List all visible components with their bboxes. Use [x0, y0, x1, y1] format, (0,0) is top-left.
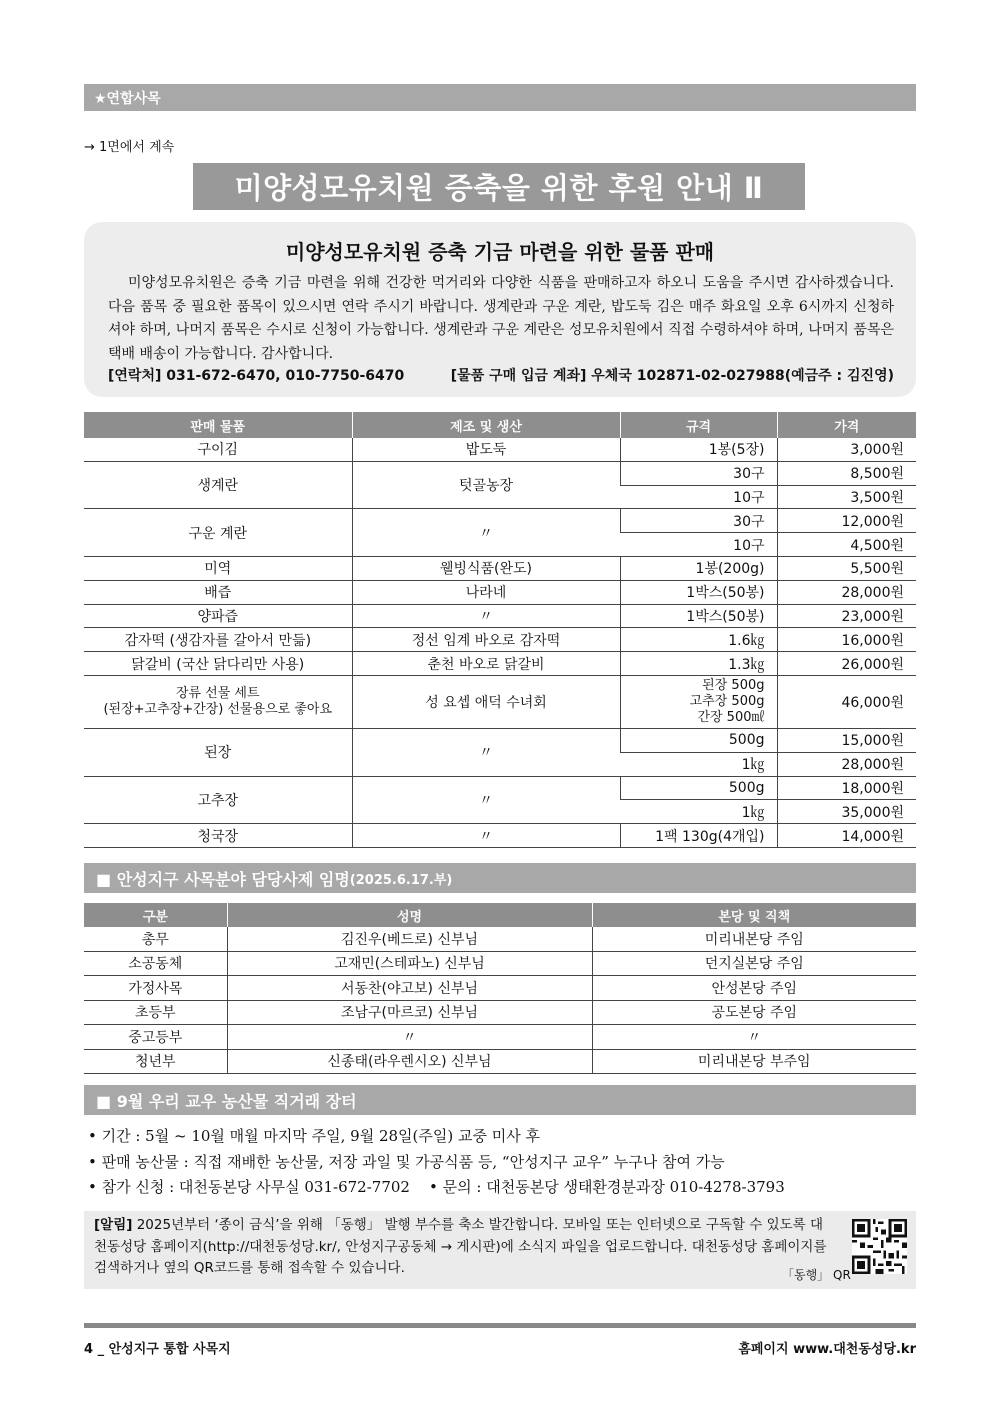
product-spec: 1봉(200g)	[620, 556, 777, 580]
staff-section-title: ■ 안성지구 사목분야 담당사제 임명	[96, 869, 350, 889]
qr-caption: 「동행」 QR	[782, 1268, 851, 1282]
staff-section-date: (2025.6.17.부)	[349, 872, 453, 888]
product-price: 8,500원	[777, 461, 916, 485]
product-spec: 30구	[620, 509, 777, 533]
table-row	[84, 604, 916, 628]
table-row	[84, 1049, 916, 1074]
staff-name: 고재민(스테파노) 신부님	[227, 951, 592, 976]
product-spec	[620, 675, 777, 728]
product-spec: 1팩 130g(4개입)	[620, 824, 777, 848]
header-role: 본당 및 직책	[592, 903, 916, 927]
header-maker: 제조 및 생산	[352, 412, 620, 438]
product-spec: 30구	[620, 461, 777, 485]
staff-name: 〃	[227, 1025, 592, 1050]
table-row	[84, 1000, 916, 1025]
staff-name: 서동찬(야고보) 신부님	[227, 976, 592, 1001]
page-title: 미양성모유치원 증축을 위한 후원 안내 Ⅱ	[193, 163, 805, 210]
product-maker: 춘천 바오로 닭갈비	[352, 652, 620, 676]
staff-dept: 소공동체	[84, 951, 227, 976]
notice-body: 미양성모유치원은 증축 기금 마련을 위해 건강한 먹거리와 다양한 식품을 판매하고자 하오니 도움을 주시면 감사하겠습니다. 다음 품목 중 필요한 품목이 있으시면 연락 주시기 바랍니다. 생계란과 구운 계란, 밥도둑 김은 매주 화요일 오후 6시까지 신청하셔야 하며, 나머지 품목은 수시로 신청이 가능합니다. 생계란과 구운 계란은 성모유치원에서 직접 수령하셔야 하며, 나머지 품목은 택배 배송이 가능합니다. 감사합니다.	[108, 275, 894, 362]
product-item: 닭갈비 (국산 닭다리만 사용)	[84, 652, 352, 676]
market-section-title: ■ 9월 우리 교우 농산물 직거래 장터	[96, 1091, 357, 1111]
staff-role: 미리내본당 주임	[592, 927, 916, 951]
table-row	[84, 438, 916, 461]
product-spec: 1㎏	[620, 752, 777, 776]
header-item: 판매 물품	[84, 412, 352, 438]
footer-divider	[84, 1323, 916, 1328]
header-name: 성명	[227, 903, 592, 927]
product-maker: 텃골농장	[352, 461, 620, 509]
product-item-line1: 장류 선물 세트	[175, 685, 260, 701]
market-details	[88, 1124, 918, 1201]
product-spec-line2: 고추장 500g	[689, 693, 765, 709]
product-price: 46,000원	[777, 675, 916, 728]
product-maker: 웰빙식품(완도)	[352, 556, 620, 580]
product-spec: 10구	[620, 533, 777, 557]
product-table	[84, 412, 916, 848]
staff-dept: 가정사목	[84, 976, 227, 1001]
product-spec: 1.6㎏	[620, 628, 777, 652]
product-maker: 나라네	[352, 580, 620, 604]
table-row	[84, 824, 916, 848]
market-period: • 기간 : 5월 ~ 10월 매월 마지막 주일, 9월 28일(주일) 교중 미사 후	[88, 1127, 540, 1145]
section-label-bar	[84, 84, 916, 111]
product-item: 청국장	[84, 824, 352, 848]
product-price: 18,000원	[777, 776, 916, 800]
product-price: 15,000원	[777, 728, 916, 752]
table-row	[84, 675, 916, 728]
product-spec: 500g	[620, 776, 777, 800]
product-item	[84, 675, 352, 728]
staff-name: 조남구(마르코) 신부님	[227, 1000, 592, 1025]
table-row	[84, 976, 916, 1001]
product-item: 된장	[84, 728, 352, 776]
product-item: 구운 계란	[84, 509, 352, 557]
product-spec: 1.3㎏	[620, 652, 777, 676]
product-item: 구이김	[84, 438, 352, 461]
product-price: 23,000원	[777, 604, 916, 628]
staff-table	[84, 903, 916, 1074]
staff-name: 신종태(라우렌시오) 신부님	[227, 1049, 592, 1074]
product-item: 감자떡 (생감자를 갈아서 만듦)	[84, 628, 352, 652]
staff-role: 안성본당 주임	[592, 976, 916, 1001]
product-maker: 〃	[352, 509, 620, 557]
footer-homepage-link[interactable]: 홈페이지 www.대천동성당.kr	[738, 1342, 916, 1357]
product-spec-line3: 간장 500㎖	[697, 709, 765, 725]
product-spec: 1박스(50봉)	[620, 604, 777, 628]
product-price: 5,500원	[777, 556, 916, 580]
bank-account: [물품 구매 입금 계좌] 우체국 102871-02-027988(예금주 : 김진영)	[450, 368, 894, 384]
staff-dept: 총무	[84, 927, 227, 951]
continued-note: → 1면에서 계속	[84, 140, 175, 155]
table-row	[84, 628, 916, 652]
product-maker: 밥도둑	[352, 438, 620, 461]
staff-dept: 초등부	[84, 1000, 227, 1025]
product-spec: 500g	[620, 728, 777, 752]
product-spec-line1: 된장 500g	[702, 677, 765, 693]
notice-heading: 미양성모유치원 증축 기금 마련을 위한 물품 판매	[285, 240, 715, 264]
staff-role: 〃	[592, 1025, 916, 1050]
product-price: 35,000원	[777, 800, 916, 824]
market-products: • 판매 농산물 : 직접 재배한 농산물, 저장 과일 및 가공식품 등, “안성지구 교우” 누구나 참여 가능	[88, 1152, 725, 1171]
product-spec: 1박스(50봉)	[620, 580, 777, 604]
table-header-row	[84, 903, 916, 927]
product-maker: 〃	[352, 824, 620, 848]
product-price: 28,000원	[777, 580, 916, 604]
product-item-line2: (된장+고추장+간장) 선물용으로 좋아요	[103, 701, 333, 717]
staff-role: 미리내본당 부주임	[592, 1049, 916, 1074]
product-price: 4,500원	[777, 533, 916, 557]
product-price: 28,000원	[777, 752, 916, 776]
staff-name: 김진우(베드로) 신부님	[227, 927, 592, 951]
alert-label: [알림]	[94, 1217, 133, 1233]
table-row	[84, 652, 916, 676]
table-row	[84, 580, 916, 604]
product-price: 14,000원	[777, 824, 916, 848]
table-row	[84, 776, 916, 800]
table-row	[84, 556, 916, 580]
table-row	[84, 927, 916, 951]
product-maker: 〃	[352, 728, 620, 776]
product-item: 양파즙	[84, 604, 352, 628]
product-price: 3,000원	[777, 438, 916, 461]
product-price: 26,000원	[777, 652, 916, 676]
contact-info: [연락처] 031-672-6470, 010-7750-6470	[108, 368, 405, 384]
table-row	[84, 509, 916, 533]
product-maker: 〃	[352, 776, 620, 824]
product-spec: 1㎏	[620, 800, 777, 824]
table-row	[84, 951, 916, 976]
staff-role: 공도본당 주임	[592, 1000, 916, 1025]
table-row	[84, 461, 916, 485]
market-section-header	[84, 1085, 916, 1115]
product-item: 미역	[84, 556, 352, 580]
table-header-row	[84, 412, 916, 438]
product-price: 3,500원	[777, 485, 916, 509]
staff-dept: 청년부	[84, 1049, 227, 1074]
product-spec: 10구	[620, 485, 777, 509]
product-item: 배즙	[84, 580, 352, 604]
product-price: 16,000원	[777, 628, 916, 652]
product-item: 생계란	[84, 461, 352, 509]
staff-dept: 중고등부	[84, 1025, 227, 1050]
staff-role: 던지실본당 주임	[592, 951, 916, 976]
market-apply: • 참가 신청 : 대천동본당 사무실 031-672-7702	[88, 1178, 410, 1196]
notice-contact-line	[108, 365, 894, 385]
header-spec: 규격	[620, 412, 777, 438]
product-maker: 정선 임계 바오로 감자떡	[352, 628, 620, 652]
header-price: 가격	[777, 412, 916, 438]
market-inquiry: • 문의 : 대천동본당 생태환경분과장 010-4278-3793	[429, 1178, 785, 1196]
staff-section-header	[84, 863, 916, 893]
alert-body: 2025년부터 ‘종이 금식’을 위해 「동행」 발행 부수를 축소 발간합니다. 모바일 또는 인터넷으로 구독할 수 있도록 대천동성당 홈페이지(http://대천동성당.kr/, 안성지구공동체 → 게시판)에 소식지 파일을 업로드합니다. 대천동성당 홈페이지를 검색하거나 옆의 QR코드를 통해 접속할 수 있습니다.	[94, 1217, 827, 1276]
table-row	[84, 728, 916, 752]
product-maker: 성 요셉 애덕 수녀회	[352, 675, 620, 728]
header-dept: 구분	[84, 903, 227, 927]
table-row	[84, 1025, 916, 1050]
product-spec: 1봉(5장)	[620, 438, 777, 461]
qr-code-icon[interactable]	[852, 1219, 907, 1274]
market-apply-line	[88, 1175, 918, 1201]
alert-text	[94, 1215, 834, 1280]
product-price: 12,000원	[777, 509, 916, 533]
section-label: ★연합사목	[94, 90, 161, 107]
footer-page-label: 4 _ 안성지구 통합 사목지	[84, 1342, 231, 1357]
product-item: 고추장	[84, 776, 352, 824]
product-maker: 〃	[352, 604, 620, 628]
